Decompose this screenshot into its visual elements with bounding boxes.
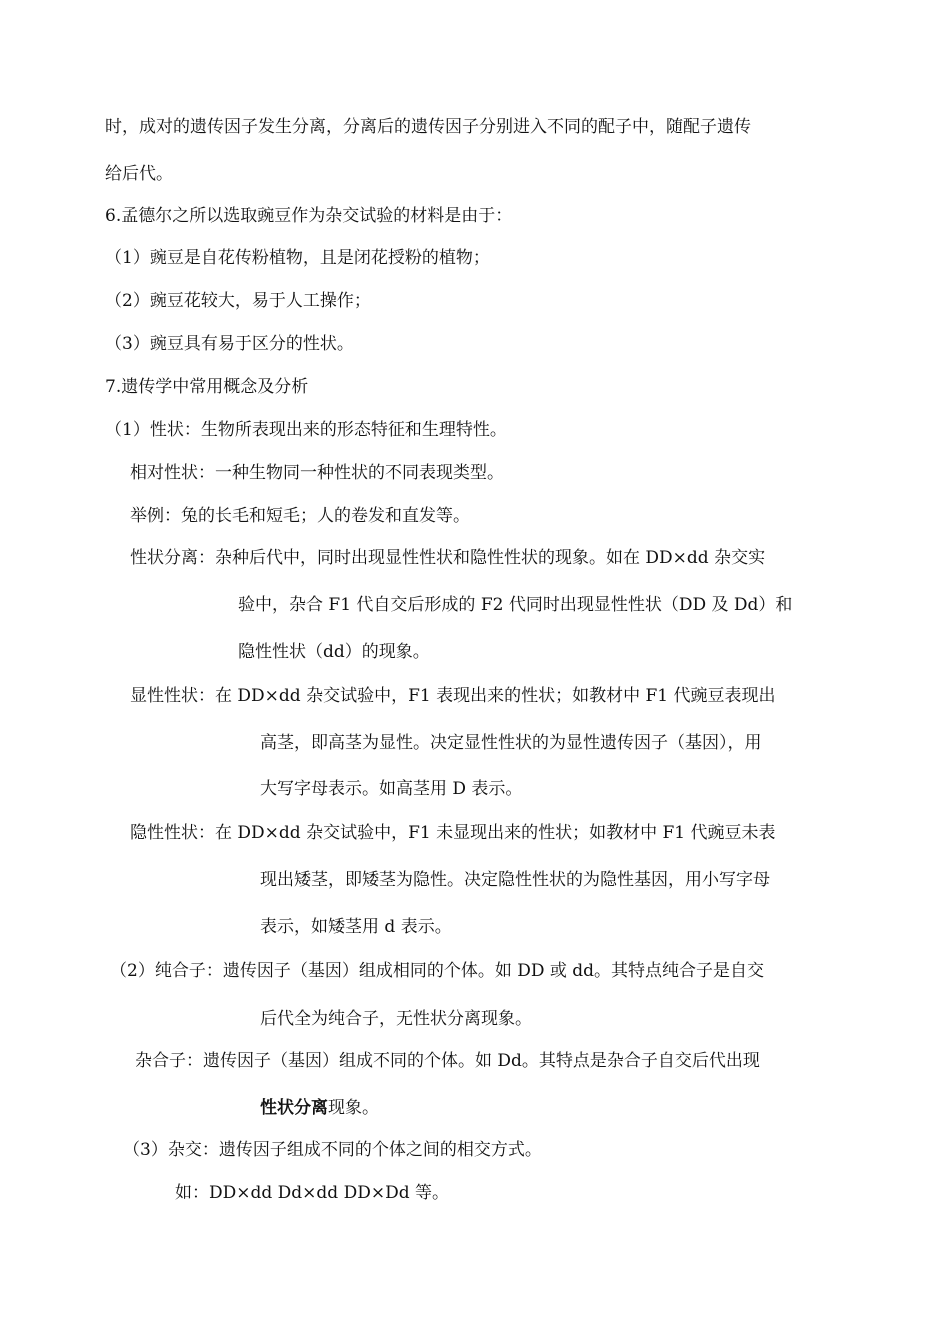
list-item: （3）杂交：遗传因子组成不同的个体之间的相交方式。: [123, 1140, 542, 1160]
text-line: 举例：兔的长毛和短毛；人的卷发和直发等。: [130, 506, 470, 526]
text-line: 性状分离：杂种后代中，同时出现显性性状和隐性性状的现象。如在 DD×dd 杂交实: [130, 548, 766, 568]
text-line: 隐性性状（dd）的现象。: [238, 642, 430, 662]
text-line: 显性性状：在 DD×dd 杂交试验中，F1 表现出来的性状；如教材中 F1 代豌豆表现出: [130, 686, 776, 706]
text-line: [260, 1097, 379, 1119]
text-line: 时，成对的遗传因子发生分离，分离后的遗传因子分别进入不同的配子中，随配子遗传: [105, 117, 751, 137]
text-line: 后代全为纯合子，无性状分离现象。: [260, 1009, 532, 1029]
section-heading-7: 7.遗传学中常用概念及分析: [105, 377, 309, 397]
list-item: （1）豌豆是自花传粉植物，且是闭花授粉的植物；: [105, 248, 490, 268]
bold-term: 性状分离: [260, 1098, 328, 1118]
text-span: 现象。: [328, 1098, 379, 1118]
text-line: 杂合子：遗传因子（基因）组成不同的个体。如 Dd。其特点是杂合子自交后代出现: [135, 1051, 760, 1071]
text-line: 大写字母表示。如高茎用 D 表示。: [260, 779, 523, 799]
text-line: 如：DD×dd Dd×dd DD×Dd 等。: [175, 1183, 450, 1203]
section-heading-6: 6.孟德尔之所以选取豌豆作为杂交试验的材料是由于：: [105, 206, 513, 226]
text-line: 现出矮茎，即矮茎为隐性。决定隐性性状的为隐性基因，用小写字母: [260, 870, 770, 890]
list-item: （1）性状：生物所表现出来的形态特征和生理特性。: [105, 420, 507, 440]
text-line: 高茎，即高茎为显性。决定显性性状的为显性遗传因子（基因），用: [260, 733, 762, 753]
text-line: 表示，如矮茎用 d 表示。: [260, 917, 452, 937]
list-item: （3）豌豆具有易于区分的性状。: [105, 334, 354, 354]
text-line: 给后代。: [105, 164, 173, 184]
list-item: （2）豌豆花较大，易于人工操作；: [105, 291, 371, 311]
list-item: （2）纯合子：遗传因子（基因）组成相同的个体。如 DD 或 dd。其特点纯合子是自交: [110, 961, 765, 981]
text-line: 相对性状：一种生物同一种性状的不同表现类型。: [130, 463, 504, 483]
text-line: 隐性性状：在 DD×dd 杂交试验中，F1 未显现出来的性状；如教材中 F1 代豌豆未表: [130, 823, 776, 843]
text-line: 验中，杂合 F1 代自交后形成的 F2 代同时出现显性性状（DD 及 Dd）和: [238, 595, 793, 615]
